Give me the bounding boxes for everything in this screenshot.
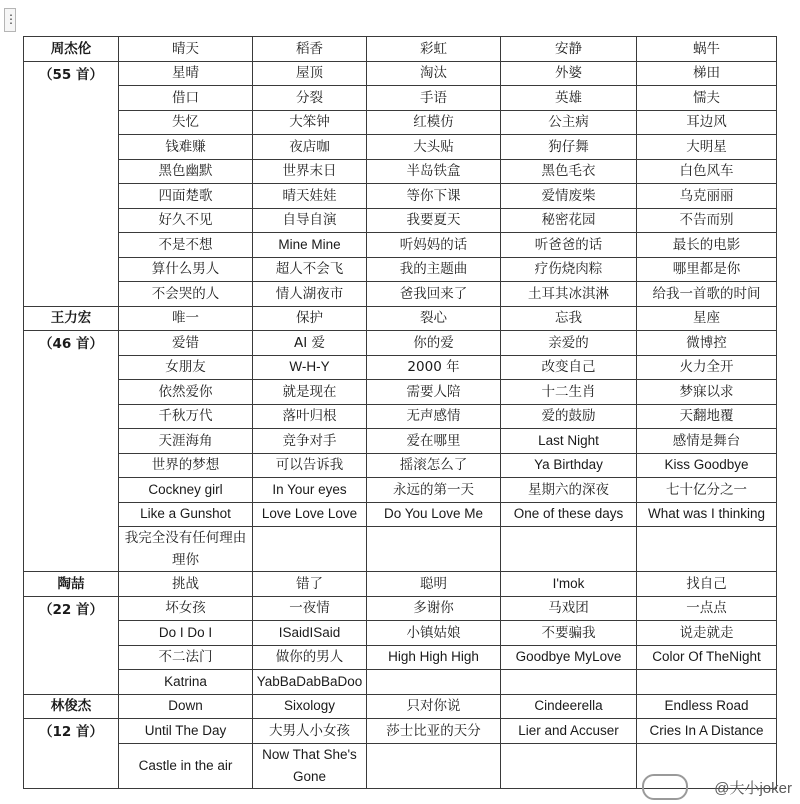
weibo-logo-icon xyxy=(642,774,688,800)
song-cell: Down xyxy=(119,694,253,719)
song-cell: 懦夫 xyxy=(637,86,777,111)
song-cell: 永远的第一天 xyxy=(367,478,501,503)
song-count: （46 首） xyxy=(24,331,119,572)
song-cell: 超人不会飞 xyxy=(253,257,367,282)
song-cell: 2000 年 xyxy=(367,355,501,380)
song-cell: 亲爱的 xyxy=(501,331,637,356)
song-cell: 情人湖夜市 xyxy=(253,282,367,307)
song-cell: 小镇姑娘 xyxy=(367,621,501,646)
table-row xyxy=(24,621,777,646)
song-cell xyxy=(367,527,501,572)
song-cell: 大头贴 xyxy=(367,135,501,160)
song-cell: 大明星 xyxy=(637,135,777,160)
song-cell: 夜店咖 xyxy=(253,135,367,160)
song-cell: 裂心 xyxy=(367,306,501,331)
song-cell: 不会哭的人 xyxy=(119,282,253,307)
song-cell: 女朋友 xyxy=(119,355,253,380)
song-cell: 不二法门 xyxy=(119,645,253,670)
table-row xyxy=(24,135,777,160)
song-cell: 稻香 xyxy=(253,37,367,62)
song-cell: 微博控 xyxy=(637,331,777,356)
song-cell: 说走就走 xyxy=(637,621,777,646)
song-cell: 黑色幽默 xyxy=(119,159,253,184)
song-cell: 乌克丽丽 xyxy=(637,184,777,209)
table-row xyxy=(24,61,777,86)
song-cell: 爱错 xyxy=(119,331,253,356)
song-cell xyxy=(637,527,777,572)
song-cell: 土耳其冰淇淋 xyxy=(501,282,637,307)
song-cell: 错了 xyxy=(253,572,367,597)
song-cell: Until The Day xyxy=(119,719,253,744)
song-cell: 十二生肖 xyxy=(501,380,637,405)
table-row xyxy=(24,478,777,503)
table-row xyxy=(24,233,777,258)
table-row xyxy=(24,257,777,282)
song-cell: 淘汰 xyxy=(367,61,501,86)
table-row xyxy=(24,527,777,572)
song-cell: 感情是舞台 xyxy=(637,429,777,454)
song-cell: 不要骗我 xyxy=(501,621,637,646)
song-count: （55 首） xyxy=(24,61,119,306)
song-cell: 世界的梦想 xyxy=(119,453,253,478)
song-cell xyxy=(501,527,637,572)
song-cell: 借口 xyxy=(119,86,253,111)
song-cell: 大男人小女孩 xyxy=(253,719,367,744)
song-cell: 蜗牛 xyxy=(637,37,777,62)
song-cell: 听爸爸的话 xyxy=(501,233,637,258)
song-table xyxy=(23,36,777,789)
song-cell: 爱在哪里 xyxy=(367,429,501,454)
table-row xyxy=(24,404,777,429)
song-cell: Katrina xyxy=(119,670,253,695)
song-cell: 星座 xyxy=(637,306,777,331)
song-cell: 大笨钟 xyxy=(253,110,367,135)
table-row xyxy=(24,159,777,184)
song-cell: 自导自演 xyxy=(253,208,367,233)
song-cell: 聪明 xyxy=(367,572,501,597)
song-cell: 疗伤烧肉粽 xyxy=(501,257,637,282)
song-count: （22 首） xyxy=(24,596,119,694)
song-cell: W-H-Y xyxy=(253,355,367,380)
song-cell: 失忆 xyxy=(119,110,253,135)
song-count: （12 首） xyxy=(24,719,119,789)
song-cell: 屋顶 xyxy=(253,61,367,86)
song-cell: In Your eyes xyxy=(253,478,367,503)
song-cell: 依然爱你 xyxy=(119,380,253,405)
song-cell: YabBaDabBaDoo xyxy=(253,670,367,695)
song-cell: High High High xyxy=(367,645,501,670)
song-cell: What was I thinking xyxy=(637,502,777,527)
song-cell: 忘我 xyxy=(501,306,637,331)
song-cell: 秘密花园 xyxy=(501,208,637,233)
song-cell: 爱的鼓励 xyxy=(501,404,637,429)
song-cell: 天涯海角 xyxy=(119,429,253,454)
song-cell: Like a Gunshot xyxy=(119,502,253,527)
song-cell: 多谢你 xyxy=(367,596,501,621)
song-cell xyxy=(367,743,501,788)
song-cell xyxy=(253,527,367,572)
song-cell: I'mok xyxy=(501,572,637,597)
song-cell: 只对你说 xyxy=(367,694,501,719)
song-cell: Love Love Love xyxy=(253,502,367,527)
song-cell: 公主病 xyxy=(501,110,637,135)
song-cell: Do I Do I xyxy=(119,621,253,646)
song-cell: Cindeerella xyxy=(501,694,637,719)
song-cell: 耳边风 xyxy=(637,110,777,135)
table-row xyxy=(24,331,777,356)
song-cell: 需要人陪 xyxy=(367,380,501,405)
song-cell: 马戏团 xyxy=(501,596,637,621)
song-cell: Now That She's Gone xyxy=(253,743,367,788)
table-row xyxy=(24,596,777,621)
table-row xyxy=(24,110,777,135)
song-cell: 钱难赚 xyxy=(119,135,253,160)
table-row xyxy=(24,694,777,719)
song-cell: 算什么男人 xyxy=(119,257,253,282)
song-cell: One of these days xyxy=(501,502,637,527)
song-cell: 摇滚怎么了 xyxy=(367,453,501,478)
song-cell: 改变自己 xyxy=(501,355,637,380)
song-cell: 红模仿 xyxy=(367,110,501,135)
song-cell: 世界末日 xyxy=(253,159,367,184)
song-cell: 听妈妈的话 xyxy=(367,233,501,258)
song-cell: 找自己 xyxy=(637,572,777,597)
song-cell: 半岛铁盒 xyxy=(367,159,501,184)
song-cell: 英雄 xyxy=(501,86,637,111)
table-row xyxy=(24,572,777,597)
song-cell: Mine Mine xyxy=(253,233,367,258)
table-move-handle[interactable]: ⋮ xyxy=(4,8,16,32)
song-cell xyxy=(501,670,637,695)
song-cell: 等你下课 xyxy=(367,184,501,209)
song-cell: ISaidISaid xyxy=(253,621,367,646)
watermark: @大小joker xyxy=(714,780,792,797)
table-row xyxy=(24,645,777,670)
song-cell: 一点点 xyxy=(637,596,777,621)
table-row xyxy=(24,453,777,478)
song-cell: 最长的电影 xyxy=(637,233,777,258)
song-cell: 无声感情 xyxy=(367,404,501,429)
song-cell: 爸我回来了 xyxy=(367,282,501,307)
song-cell: 你的爱 xyxy=(367,331,501,356)
artist-name: 林俊杰 xyxy=(24,694,119,719)
song-cell: Sixology xyxy=(253,694,367,719)
table-row xyxy=(24,208,777,233)
song-cell: 一夜情 xyxy=(253,596,367,621)
table-row xyxy=(24,719,777,744)
song-cell: 莎士比亚的天分 xyxy=(367,719,501,744)
table-row xyxy=(24,380,777,405)
artist-name: 王力宏 xyxy=(24,306,119,331)
table-row xyxy=(24,86,777,111)
song-cell: 不是不想 xyxy=(119,233,253,258)
song-cell: 黑色毛衣 xyxy=(501,159,637,184)
song-cell: 四面楚歌 xyxy=(119,184,253,209)
song-cell: 爱情废柴 xyxy=(501,184,637,209)
song-cell: 晴天 xyxy=(119,37,253,62)
song-cell: 竞争对手 xyxy=(253,429,367,454)
song-cell: 千秋万代 xyxy=(119,404,253,429)
song-cell: Color Of TheNight xyxy=(637,645,777,670)
song-cell: 哪里都是你 xyxy=(637,257,777,282)
artist-name: 陶喆 xyxy=(24,572,119,597)
song-cell: 分裂 xyxy=(253,86,367,111)
song-cell: 天翻地覆 xyxy=(637,404,777,429)
song-cell: 火力全开 xyxy=(637,355,777,380)
song-cell: Cockney girl xyxy=(119,478,253,503)
song-cell: 不告而别 xyxy=(637,208,777,233)
song-cell: 落叶归根 xyxy=(253,404,367,429)
song-cell: 保护 xyxy=(253,306,367,331)
song-cell: 白色风车 xyxy=(637,159,777,184)
song-cell: 星晴 xyxy=(119,61,253,86)
song-cell: 给我一首歌的时间 xyxy=(637,282,777,307)
table-row xyxy=(24,306,777,331)
song-cell: Kiss Goodbye xyxy=(637,453,777,478)
song-cell: 七十亿分之一 xyxy=(637,478,777,503)
song-cell: 唯一 xyxy=(119,306,253,331)
song-cell: AI 爱 xyxy=(253,331,367,356)
table-row xyxy=(24,429,777,454)
song-cell: 外婆 xyxy=(501,61,637,86)
song-cell: 可以告诉我 xyxy=(253,453,367,478)
song-cell: 我要夏天 xyxy=(367,208,501,233)
song-cell: 我的主题曲 xyxy=(367,257,501,282)
song-cell: 梦寐以求 xyxy=(637,380,777,405)
table-row xyxy=(24,670,777,695)
song-cell: Lier and Accuser xyxy=(501,719,637,744)
song-cell: Last Night xyxy=(501,429,637,454)
song-cell: 梯田 xyxy=(637,61,777,86)
song-cell xyxy=(637,670,777,695)
song-cell: 坏女孩 xyxy=(119,596,253,621)
song-cell: 好久不见 xyxy=(119,208,253,233)
song-cell: 晴天娃娃 xyxy=(253,184,367,209)
table-row xyxy=(24,355,777,380)
song-cell: Castle in the air xyxy=(119,743,253,788)
song-cell: Goodbye MyLove xyxy=(501,645,637,670)
song-cell: 彩虹 xyxy=(367,37,501,62)
song-cell: Do You Love Me xyxy=(367,502,501,527)
song-cell: 狗仔舞 xyxy=(501,135,637,160)
song-cell xyxy=(501,743,637,788)
artist-name: 周杰伦 xyxy=(24,37,119,62)
table-row xyxy=(24,502,777,527)
song-cell: 安静 xyxy=(501,37,637,62)
song-cell: 就是现在 xyxy=(253,380,367,405)
song-cell: Ya Birthday xyxy=(501,453,637,478)
song-cell: 做你的男人 xyxy=(253,645,367,670)
table-row xyxy=(24,184,777,209)
table-row xyxy=(24,282,777,307)
song-cell xyxy=(367,670,501,695)
song-cell: Cries In A Distance xyxy=(637,719,777,744)
song-cell: Endless Road xyxy=(637,694,777,719)
song-cell: 手语 xyxy=(367,86,501,111)
song-cell: 星期六的深夜 xyxy=(501,478,637,503)
song-cell: 我完全没有任何理由理你 xyxy=(119,527,253,572)
table-row xyxy=(24,37,777,62)
song-cell: 挑战 xyxy=(119,572,253,597)
